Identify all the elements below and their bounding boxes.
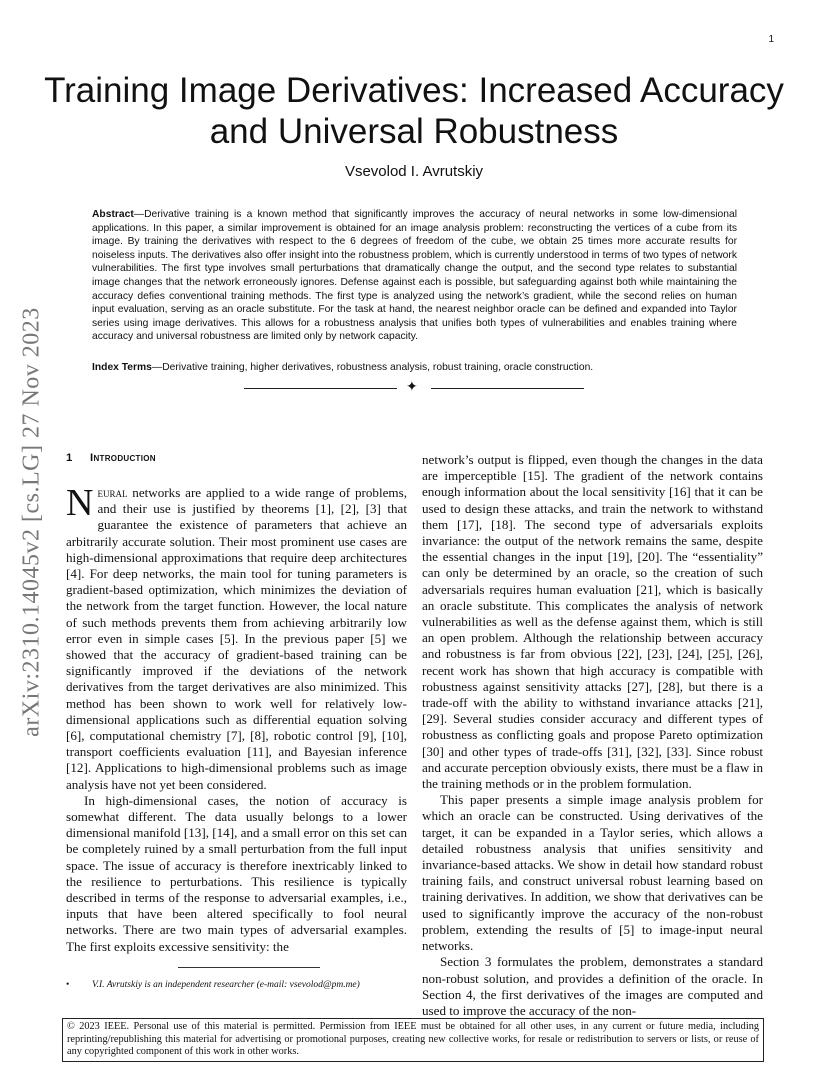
divider-ornament-icon: ✦ bbox=[406, 379, 418, 395]
paper-title: Training Image Derivatives: Increased Accuracy and Universal Robustness bbox=[44, 71, 784, 151]
abstract-text: —Derivative training is a known method that significantly improves the accuracy of neural networks in some low-dimensional applications. In this paper, a similar improvement is obtained for an image analysis problem: reconstructing the vertices of a cube from its image. By training the derivatives with respect to the 6 degrees of freedom of the cube, we obtain 25 times more accurate results for noiseless inputs. The derivatives also offer insight into the robustness problem, which is currently understood in terms of two types of network vulnerabilities. The first type involves small perturbations that dramatically change the output, and the second type relates to substantial image changes that the network erroneously ignores. Defense against each is possible, but safeguarding against both while maintaining the accuracy defies conventional training methods. The first type is analyzed using the network’s gradient, while the second relies on human input evaluation, serving as an oracle substitute. For the task at hand, the nearest neighbor oracle can be defined and expanded into Taylor series using image derivatives. This allows for a robustness analysis that unifies both types of vulnerabilities and enables training where accuracy and universal robustness are limited only by network capacity. bbox=[92, 209, 737, 343]
index-terms-text: —Derivative training, higher derivatives, robustness analysis, robust training, oracle construction. bbox=[151, 362, 594, 373]
section-heading bbox=[66, 452, 407, 464]
intro-paragraph-2: In high-dimensional cases, the notion of accuracy is somewhat different. The data usually belongs to a lower dimensional manifold [13], [14], and a small error on this set can be completely ruined by a small perturbation from the full input space. The issue of accuracy is therefore inextricably linked to the resilience to perturbations. This resilience is typically described in terms of the response to adversarial examples, i.e., inputs that have been altered specifically to fool neural networks. There are two main types of adversarial examples. The first exploits excessive sensitivity: the bbox=[66, 792, 407, 954]
right-column bbox=[422, 452, 763, 1019]
intro-paragraph-5: Section 3 formulates the problem, demonstrates a standard non-robust solution, and provides a definition of the oracle. In Section 4, the first derivatives of the images are computed and used to improve the accuracy of the non- bbox=[422, 954, 763, 1018]
footnote-rule bbox=[178, 967, 320, 968]
intro-paragraph-1-text: networks are applied to a wide range of problems, and their use is justified by theorems [1], [2], [3] that guarantee the existence of parameters that achieve an arbitrarily accurate solution. Their most prominent use cases are high-dimensional approximations that require deep architectures [4]. For deep networks, the main tool for tuning parameters is gradient-based optimization, which minimizes the deviation of the network from the target function. However, the local nature of such methods prevents them from achieving arbitrarily low error even in simple cases [5]. In the previous paper [5] we showed that the accuracy of gradient-based training can be significantly improved if the deviations of the network derivatives from the target derivatives are also minimized. This method has been shown to work well for relatively low-dimensional applications such as differential equation solving [6], computational chemistry [7], [8], robotic control [9], [10], transport coefficients evaluation [11], and Bayesian inference [12]. Applications to high-dimensional problems such as image analysis have not yet been considered. bbox=[66, 485, 407, 792]
intro-paragraph-1 bbox=[66, 482, 407, 793]
section-number: 1 bbox=[66, 452, 73, 464]
footnote-bullet-icon: • bbox=[66, 980, 70, 990]
intro-paragraph-4: This paper presents a simple image analysis problem for which an oracle can be constructed. Using derivatives of the target, it can be expanded in a Taylor series, which allows a detailed robustness analysis that unifies sensitivity and invariance-based attacks. We show in detail how standard robust training fails, and construct universal robust learning based on training derivatives. In addition, we show that derivatives can be used to significantly improve the accuracy of the non-robust problem, extending the results of [5] to image-input neural networks. bbox=[422, 792, 763, 954]
arxiv-stamp-text: arXiv:2310.14045v2 [cs.LG] 27 Nov 2023 bbox=[18, 307, 45, 737]
author-name: Vsevolod I. Avrutskiy bbox=[344, 163, 484, 180]
footnote bbox=[66, 980, 407, 990]
divider-line-right bbox=[431, 388, 584, 389]
abstract bbox=[92, 208, 737, 344]
section-title: Introduction bbox=[90, 452, 156, 464]
page-number: 1 bbox=[768, 34, 774, 45]
drop-cap-rest: eural bbox=[97, 485, 128, 500]
footnote-text: V.I. Avrutskiy is an independent researcher (e-mail: vsevolod@pm.me) bbox=[92, 980, 360, 990]
intro-paragraph-3: network’s output is flipped, even though the changes in the data are imperceptible [15]. The gradient of the network contains enough information about the local sensitivity [16] that it can be used to design these attacks, and train the network to withstand them [17], [18]. The second type of adversarials exploits invariance: the output of the network remains the same, despite the essential changes in the input [19], [20]. The “essentiality” can only be determined by an oracle, so the creation of such adversarials requires human evaluation [21], which is basically an oracle substitute. This complicates the analysis of network vulnerabilities as well as the defense against them, which is still an open problem. Although the relationship between accuracy and robustness is far from obvious [22], [23], [24], [25], [26], recent work has shown that high accuracy is compatible with robustness against sensitivity attacks [27], [28], but there is a trade-off with the ability to withstand invariance attacks [21], [29]. Several studies consider accuracy and different types of robustness as conflicting goals and propose Pareto optimization [30] and other types of trade-offs [31], [32], [33]. Since robust and accurate perception obviously exists, there must be a flaw in the training methods or in the problem formulation. bbox=[422, 452, 763, 792]
abstract-label: Abstract bbox=[92, 209, 134, 220]
index-terms-label: Index Terms bbox=[92, 362, 152, 373]
arxiv-stamp bbox=[14, 282, 50, 762]
copyright-notice: © 2023 IEEE. Personal use of this material is permitted. Permission from IEEE must be obtained for all other uses, in any current or future media, including reprinting/republishing this material for advertising or promotional purposes, creating new collective works, for resale or redistribution to servers or lists, or reuse of any copyrighted component of this work in other works. bbox=[62, 1018, 764, 1062]
index-terms bbox=[92, 361, 737, 375]
section-divider bbox=[244, 381, 584, 395]
drop-cap: N bbox=[66, 482, 94, 524]
divider-line-left bbox=[244, 388, 397, 389]
left-column bbox=[66, 452, 407, 955]
